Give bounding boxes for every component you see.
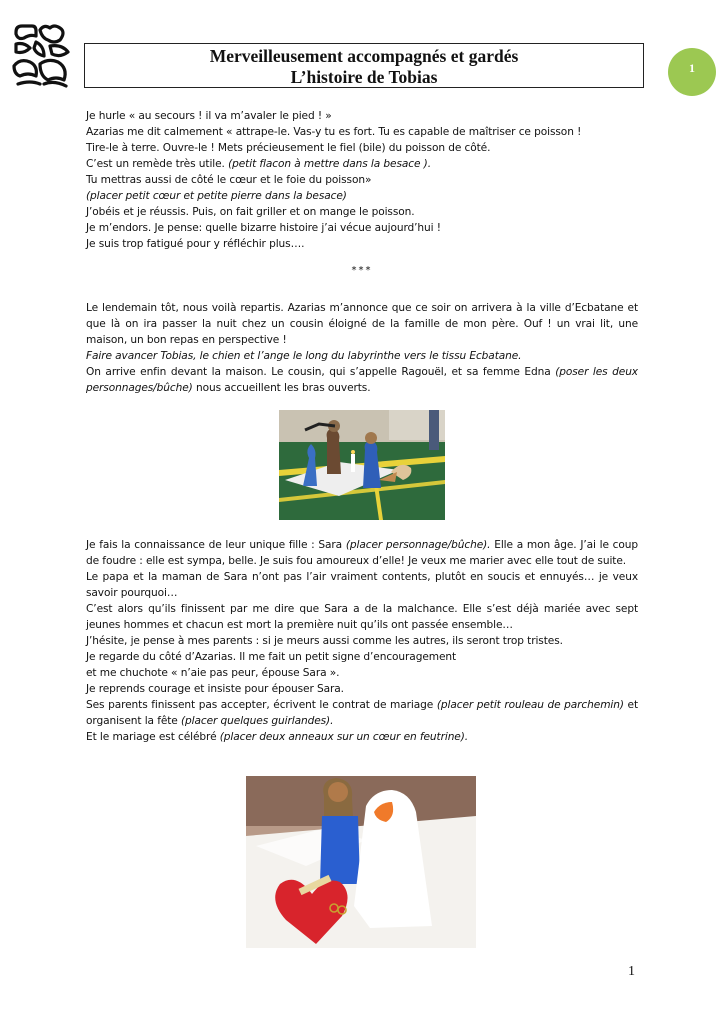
paragraph [86, 665, 638, 681]
paragraph [86, 204, 638, 220]
narrative-text: Je regarde du côté d’Azarias. Il me fait un petit signe d’encouragement [86, 651, 457, 663]
narrative-text: Le lendemain tôt, nous voilà repartis. Azarias m’annonce que ce soir on arrivera à la ville d’Ecbatane et que là on ira passer la nuit chez un cousin éloigné de la famille de mon père. Ouf ! un vrai lit, une maison, un bon repas en perspective ! [86, 302, 638, 346]
photo-figures-on-board [279, 410, 445, 520]
title-line-1: Merveilleusement accompagnés et gardés [209, 46, 519, 66]
paragraph [86, 649, 638, 665]
paragraph [86, 188, 638, 204]
narrative-text: Le papa et la maman de Sara n’ont pas l’air vraiment contents, plutôt en soucis et ennuyés… je veux savoir pourquoi… [86, 571, 638, 599]
paragraph [86, 633, 638, 649]
paragraph [86, 300, 638, 348]
narrative-text: Je hurle « au secours ! il va m’avaler le pied ! » [86, 110, 332, 122]
narrative-text: C’est un remède très utile. [86, 158, 229, 170]
paragraph [86, 236, 638, 252]
instruction-text: (placer deux anneaux sur un cœur en feutrine). [219, 731, 469, 743]
paragraph [86, 124, 638, 140]
text-block-1 [86, 108, 638, 252]
instruction-text: (petit flacon à mettre dans la besace ). [228, 158, 431, 170]
page-number: 1 [628, 964, 635, 979]
paragraph [86, 364, 638, 396]
paragraph [86, 569, 638, 601]
paragraph [86, 220, 638, 236]
logo [10, 22, 72, 92]
title-box [84, 43, 644, 88]
narrative-text: Tu mettras aussi de côté le cœur et le foie du poisson» [86, 174, 372, 186]
paragraph [86, 108, 638, 124]
paragraph [86, 156, 638, 172]
narrative-text: On arrive enfin devant la maison. Le cousin, qui s’appelle Ragouël, et sa femme Edna [86, 366, 556, 378]
narrative-text: J’hésite, je pense à mes parents : si je meurs aussi comme les autres, ils seront trop tristes. [86, 635, 563, 647]
instruction-text: (placer petit rouleau de parchemin) [436, 699, 624, 711]
paragraph [86, 537, 638, 569]
paragraph [86, 172, 638, 188]
paragraph [86, 681, 638, 697]
photo-wedding-figures [246, 776, 476, 948]
narrative-text: Elle a mon âge. J’ai le coup de foudre : elle est sympa, belle. Je suis fou amoureux d’elle! Je veux me marier avec elle tout de suite. [86, 539, 638, 567]
instruction-text: Faire avancer Tobias, le chien et l’ange le long du labyrinthe vers le tissu Ecbatane. [86, 350, 522, 362]
narrative-text: Et le mariage est célébré [86, 731, 220, 743]
instruction-text: (placer petit cœur et petite pierre dans la besace) [86, 190, 347, 202]
paragraph [86, 697, 638, 729]
narrative-text: et me chuchote « n’aie pas peur, épouse Sara ». [86, 667, 340, 679]
narrative-text: Azarias me dit calmement « attrape-le. Vas-y tu es fort. Tu es capable de maîtriser ce poisson ! [86, 126, 582, 138]
paragraph [86, 348, 638, 364]
narrative-text: Ses parents finissent pas accepter, écrivent le contrat de mariage [86, 699, 437, 711]
instruction-text: (placer personnage/bûche). [345, 539, 491, 551]
section-separator: *** [351, 265, 373, 276]
instruction-text: (poser les deux personnages/bûche) [86, 366, 638, 394]
text-block-3 [86, 537, 638, 745]
narrative-text: Je reprends courage et insiste pour épouser Sara. [86, 683, 344, 695]
narrative-text: Tire-le à terre. Ouvre-le ! Mets précieusement le fiel (bile) du poisson de côté. [86, 142, 491, 154]
narrative-text: et organisent la fête [86, 699, 639, 727]
narrative-text: J’obéis et je réussis. Puis, on fait griller et on mange le poisson. [86, 206, 415, 218]
paragraph [86, 729, 638, 745]
narrative-text: Je suis trop fatigué pour y réfléchir plus…. [86, 238, 305, 250]
instruction-text: (placer quelques guirlandes). [181, 715, 334, 727]
narrative-text: Je fais la connaissance de leur unique fille : Sara [86, 539, 346, 551]
page-badge: 1 [668, 48, 716, 96]
paragraph [86, 601, 638, 633]
text-block-2 [86, 300, 638, 396]
narrative-text: Je m’endors. Je pense: quelle bizarre histoire j’ai vécue aujourd’hui ! [86, 222, 441, 234]
narrative-text: nous accueillent les bras ouverts. [192, 382, 371, 394]
title-line-2: L’histoire de Tobias [290, 67, 438, 87]
narrative-text: C’est alors qu’ils finissent par me dire que Sara a de la malchance. Elle s’est déjà mariée avec sept jeunes hommes et chacun est mort la première nuit qu’ils ont passée ensemble… [86, 603, 638, 631]
paragraph [86, 140, 638, 156]
